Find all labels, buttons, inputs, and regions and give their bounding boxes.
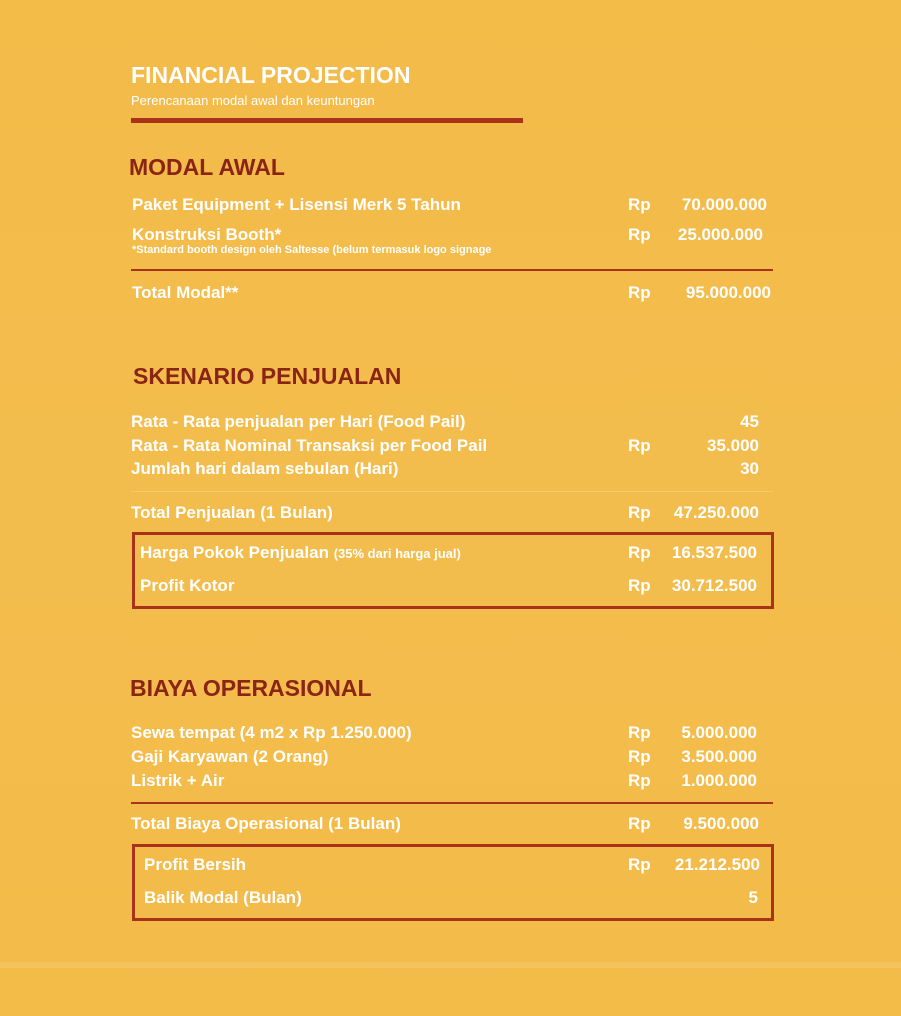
- currency-label: Rp: [628, 283, 651, 302]
- ops-row-rent: [131, 723, 771, 745]
- row-value: 30: [740, 459, 759, 478]
- row-value: 3.500.000: [681, 747, 757, 766]
- box-row-hpp: [131, 543, 771, 565]
- currency-label: Rp: [628, 747, 651, 766]
- modal-total-row: [131, 283, 771, 305]
- box-row-balik-modal: [131, 888, 771, 910]
- row-value: 16.537.500: [671, 543, 757, 562]
- row-value: 45: [740, 412, 759, 431]
- currency-label: Rp: [628, 855, 651, 874]
- currency-label: Rp: [628, 771, 651, 790]
- row-value: 35.000: [707, 436, 759, 455]
- modal-row-equipment: [131, 195, 771, 217]
- box-row-profit-bersih: [131, 855, 771, 877]
- row-value: 70.000.000: [681, 195, 767, 214]
- total-label: Total Biaya Operasional (1 Bulan): [131, 814, 401, 833]
- total-label: Total Penjualan (1 Bulan): [131, 503, 333, 522]
- row-label: Rata - Rata penjualan per Hari (Food Pail): [131, 412, 466, 431]
- currency-label: Rp: [628, 225, 651, 244]
- currency-label: Rp: [628, 436, 651, 455]
- section-heading-modal-awal: MODAL AWAL: [129, 154, 285, 180]
- row-label: Paket Equipment + Lisensi Merk 5 Tahun: [132, 195, 461, 214]
- page-title: FINANCIAL PROJECTION: [131, 62, 411, 88]
- currency-label: Rp: [628, 543, 651, 562]
- row-value: 25.000.000: [677, 225, 763, 244]
- divider: [131, 269, 773, 271]
- currency-label: Rp: [628, 503, 651, 522]
- divider: [131, 802, 773, 804]
- title-divider: [131, 118, 523, 123]
- ops-total-row: [131, 814, 771, 836]
- total-label: Total Modal**: [132, 283, 239, 302]
- row-value: 1.000.000: [681, 771, 757, 790]
- booth-footnote: *Standard booth design oleh Saltesse (belum termasuk logo signage: [132, 244, 492, 256]
- page-subtitle: Perencanaan modal awal dan keuntungan: [131, 93, 375, 108]
- total-value: 47.250.000: [673, 503, 759, 522]
- sales-row-days: [131, 459, 771, 481]
- divider: [131, 491, 773, 492]
- row-label: Balik Modal (Bulan): [144, 888, 302, 907]
- box-row-profit-kotor: [131, 576, 771, 598]
- row-value: 21.212.500: [674, 855, 760, 874]
- row-label: Gaji Karyawan (2 Orang): [131, 747, 329, 766]
- row-label: Konstruksi Booth*: [132, 225, 282, 244]
- row-label: Profit Kotor: [140, 576, 235, 595]
- currency-label: Rp: [628, 814, 651, 833]
- section-heading-biaya-operasional: BIAYA OPERASIONAL: [130, 675, 372, 701]
- row-label: Profit Bersih: [144, 855, 247, 874]
- sales-total-row: [131, 503, 771, 525]
- row-value: 5: [748, 888, 758, 907]
- sales-row-daily: [131, 412, 771, 434]
- hpp-note: (35% dari harga jual): [333, 546, 461, 561]
- sales-row-transaction: [131, 436, 771, 458]
- row-label: Listrik + Air: [131, 771, 225, 790]
- ops-row-salary: [131, 747, 771, 769]
- currency-label: Rp: [628, 195, 651, 214]
- row-value: 5.000.000: [681, 723, 757, 742]
- paper-fold-line: [0, 962, 901, 968]
- row-value: 30.712.500: [671, 576, 757, 595]
- currency-label: Rp: [628, 576, 651, 595]
- row-label: Jumlah hari dalam sebulan (Hari): [131, 459, 399, 478]
- total-value: 95.000.000: [685, 283, 771, 302]
- currency-label: Rp: [628, 723, 651, 742]
- ops-row-utilities: [131, 771, 771, 793]
- row-label: Sewa tempat (4 m2 x Rp 1.250.000): [131, 723, 412, 742]
- row-label: Rata - Rata Nominal Transaksi per Food Pail: [131, 436, 488, 455]
- hpp-label: Harga Pokok Penjualan: [140, 543, 329, 562]
- section-heading-skenario-penjualan: SKENARIO PENJUALAN: [133, 363, 402, 389]
- row-label: [140, 543, 461, 563]
- total-value: 9.500.000: [683, 814, 759, 833]
